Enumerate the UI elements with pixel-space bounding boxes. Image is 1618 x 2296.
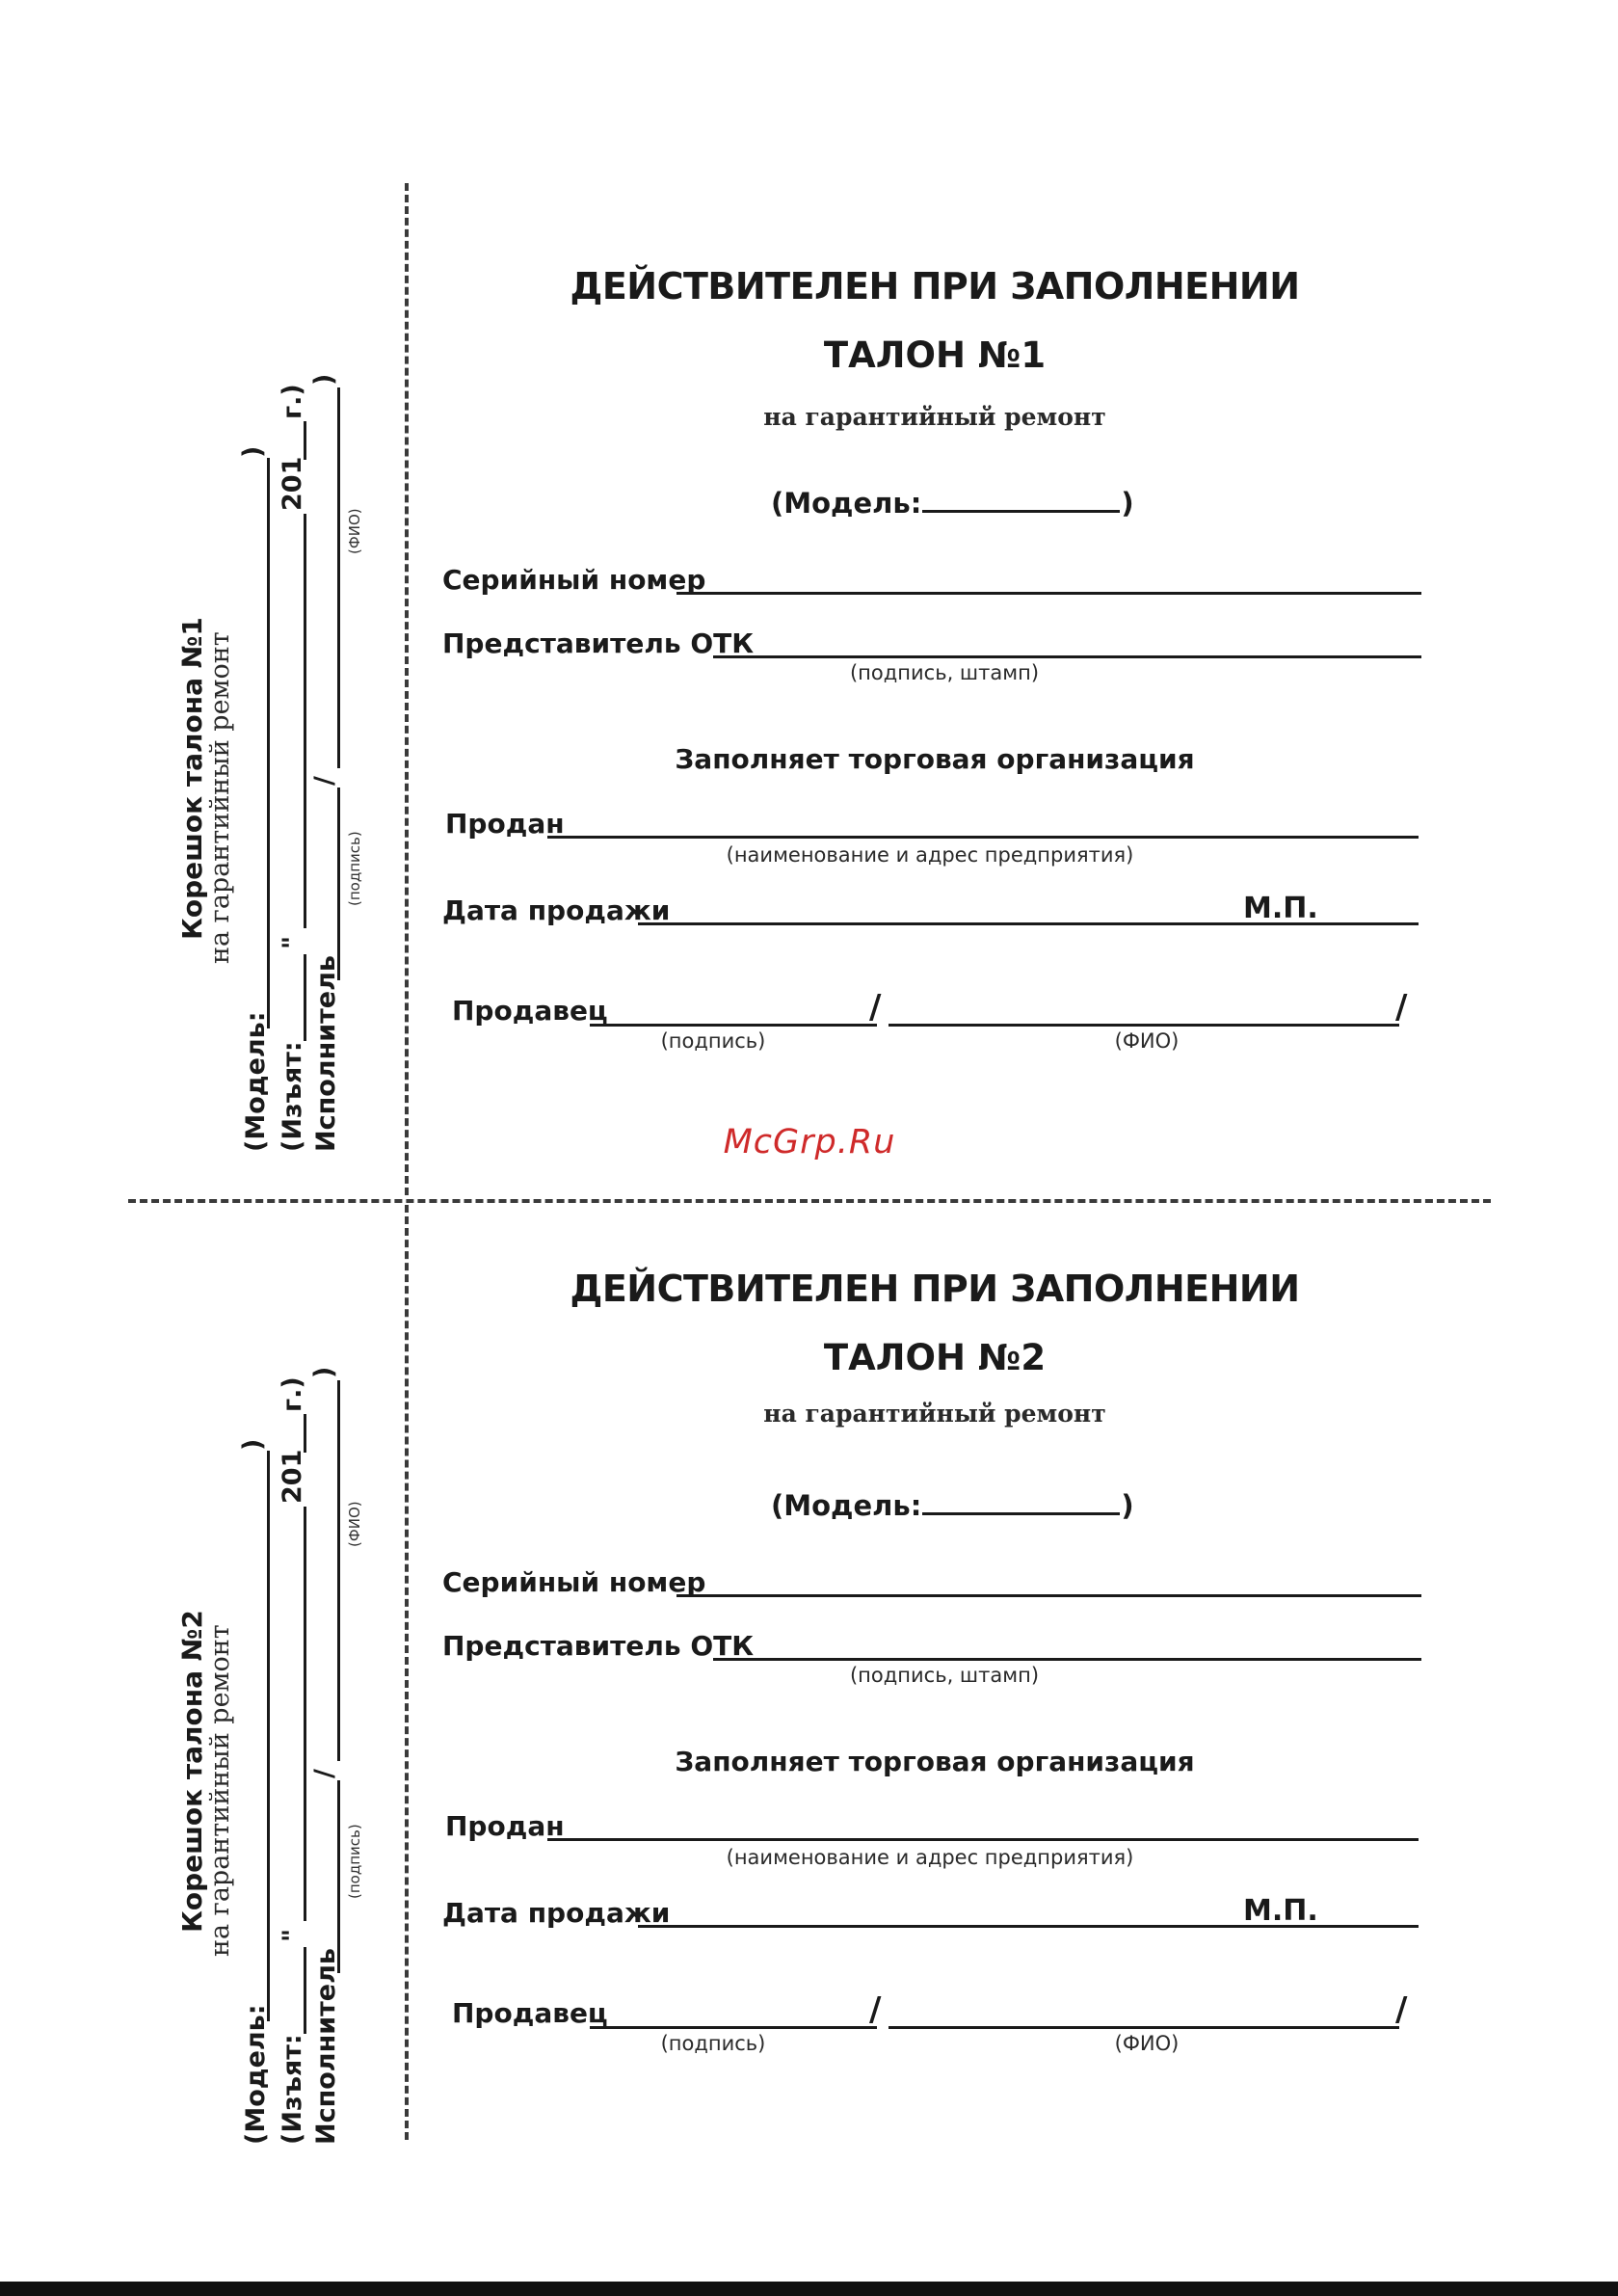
sale-date-label: Дата продажи [442,1897,671,1929]
stub-model-line[interactable] [267,1451,270,2021]
serial-label: Серийный номер [442,1566,706,1598]
stub-removed-label: (Изъят: [278,1041,307,1152]
bottom-edge-bar [0,2282,1618,2296]
stub-subtitle: на гарантийный ремонт [205,631,235,964]
seller-sign-line[interactable] [590,2026,877,2029]
horizontal-cut-line [128,1199,1491,1203]
otk-hint: (подпись, штамп) [849,661,1040,684]
vertical-cut-line-top [405,183,409,1195]
stub-2 [169,1277,363,2145]
stamp-place-label: М.П. [1243,1894,1318,1928]
coupon-title: ТАЛОН №1 [823,334,1047,376]
stub-year-prefix: 201 [278,456,307,511]
seller-fio-hint: (ФИО) [1114,1029,1180,1053]
seller-slash-2: / [1395,1990,1408,2029]
sale-date-label: Дата продажи [442,894,671,926]
stub-executor-close: ) [309,373,339,386]
seller-label: Продавец [452,995,608,1027]
stub-model-close: ) [238,445,268,458]
seller-slash-2: / [1395,988,1408,1027]
stub-executor-label: Исполнитель [311,1948,341,2145]
model-field[interactable]: (Модель: ) [771,1489,1134,1522]
stub-year-line[interactable] [304,421,306,460]
stub-model-close: ) [238,1438,268,1451]
seller-fio-line[interactable] [889,1024,1399,1027]
stub-year-prefix: 201 [278,1449,307,1504]
stub-sign-hint: (подпись) [346,831,363,906]
stub-removed-line-1[interactable] [304,954,306,1041]
sold-label: Продан [445,1810,565,1842]
stub-model-label: (Модель: [241,1011,271,1152]
sold-hint: (наименование и адрес предприятия) [726,843,1134,867]
valid-notice: ДЕЙСТВИТЕЛЕН ПРИ ЗАПОЛНЕНИИ [570,1268,1300,1310]
stub-removed-line-2[interactable] [304,514,306,928]
stub-executor-fio-line[interactable] [337,1380,340,1761]
seller-label: Продавец [452,1997,608,2029]
stub-model-label: (Модель: [241,2004,271,2145]
stub-quote: " [278,935,307,949]
seller-sign-hint: (подпись) [660,1029,766,1053]
sold-input-line[interactable] [547,1838,1419,1841]
coupon-title: ТАЛОН №2 [823,1337,1047,1378]
valid-notice: ДЕЙСТВИТЕЛЕН ПРИ ЗАПОЛНЕНИИ [570,265,1300,307]
otk-input-line[interactable] [713,1658,1421,1661]
stub-executor-sign-line[interactable] [337,788,340,980]
stub-quote: " [278,1928,307,1942]
sold-label: Продан [445,808,565,840]
otk-hint: (подпись, штамп) [849,1664,1040,1687]
seller-sign-hint: (подпись) [660,2032,766,2055]
stub-model-line[interactable] [267,458,270,1028]
stub-executor-fio-line[interactable] [337,387,340,768]
stub-fio-hint: (ФИО) [346,1501,363,1547]
stub-removed-line-1[interactable] [304,1947,306,2034]
otk-label: Представитель ОТК [442,1630,755,1662]
stub-executor-close: ) [309,1366,339,1378]
seller-slash-1: / [869,1990,882,2029]
sold-hint: (наименование и адрес предприятия) [726,1846,1134,1869]
watermark: McGrp.Ru [723,1123,896,1161]
stub-executor-slash: / [309,776,339,786]
seller-fio-hint: (ФИО) [1114,2032,1180,2055]
otk-input-line[interactable] [713,655,1421,658]
serial-input-line[interactable] [676,1594,1421,1597]
sold-input-line[interactable] [547,836,1419,839]
stub-executor-sign-line[interactable] [337,1780,340,1973]
model-field[interactable]: (Модель: ) [771,487,1134,520]
coupon-subtitle: на гарантийный ремонт [763,403,1106,431]
serial-label: Серийный номер [442,564,706,596]
stub-subtitle: на гарантийный ремонт [205,1624,235,1957]
stub-title: Корешок талона №1 [176,617,208,940]
stub-removed-line-2[interactable] [304,1507,306,1921]
stub-removed-label: (Изъят: [278,2034,307,2145]
stub-executor-label: Исполнитель [311,955,341,1152]
stub-year-suffix: г.) [278,384,307,419]
seller-fio-line[interactable] [889,2026,1399,2029]
stub-fio-hint: (ФИО) [346,508,363,554]
stub-executor-slash: / [309,1769,339,1778]
seller-sign-line[interactable] [590,1024,877,1027]
stub-title: Корешок талона №2 [176,1610,208,1933]
org-heading: Заполняет торговая организация [675,743,1195,775]
otk-label: Представитель ОТК [442,627,755,659]
org-heading: Заполняет торговая организация [675,1746,1195,1777]
seller-slash-1: / [869,988,882,1027]
coupon-subtitle: на гарантийный ремонт [763,1400,1106,1428]
stub-year-line[interactable] [304,1414,306,1453]
serial-input-line[interactable] [676,592,1421,595]
stub-1 [169,284,363,1152]
vertical-cut-line-bottom [405,1205,409,2140]
stamp-place-label: М.П. [1243,892,1318,925]
stub-sign-hint: (подпись) [346,1824,363,1899]
stub-year-suffix: г.) [278,1376,307,1412]
